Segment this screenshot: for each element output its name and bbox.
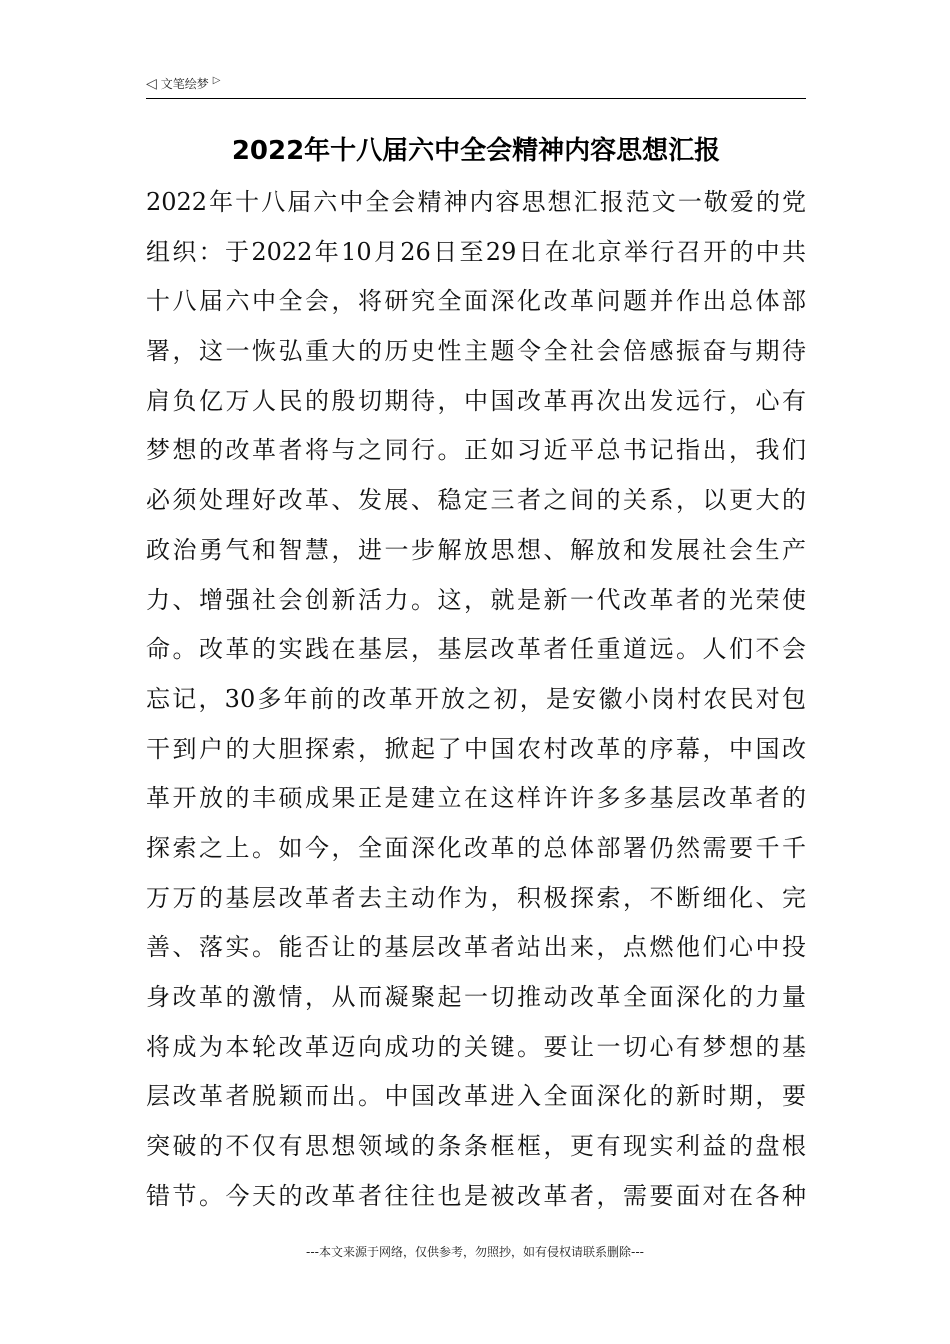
body-line: 探索之上。如今，全面深化改革的总体部署仍然需要千千 (146, 833, 806, 862)
body-line: 革开放的丰硕成果正是建立在这样许许多多基层改革者的 (146, 784, 806, 813)
body-line: 万万的基层改革者去主动作为，积极探索，不断细化、完 (146, 883, 806, 912)
body-line: 2022年十八届六中全会精神内容思想汇报范文一敬爱的党 (146, 188, 806, 216)
body-line: 干到户的大胆探索，掀起了中国农村改革的序幕，中国改 (146, 734, 806, 763)
body-line: 必须处理好改革、发展、稳定三者之间的关系，以更大的 (146, 486, 806, 515)
body-line: 善、落实。能否让的基层改革者站出来，点燃他们心中投 (146, 933, 806, 962)
body-line: 命。改革的实践在基层，基层改革者任重道远。人们不会 (146, 635, 806, 664)
document-body (146, 178, 806, 1221)
header-content (146, 74, 221, 94)
body-line: 组织：于2022年10月26日至29日在北京举行召开的中共 (146, 237, 806, 266)
body-line: 政治勇气和智慧，进一步解放思想、解放和发展社会生产 (146, 535, 806, 564)
right-triangle-icon: ▷ (212, 75, 221, 86)
body-line: 梦想的改革者将与之同行。正如习近平总书记指出，我们 (146, 436, 806, 465)
page-header (146, 74, 806, 99)
body-line: 力、增强社会创新活力。这，就是新一代改革者的光荣使 (146, 585, 806, 614)
document-title: 2022年十八届六中全会精神内容思想汇报 (231, 136, 721, 166)
body-line: 署，这一恢弘重大的历史性主题令全社会倍感振奋与期待 (146, 337, 806, 366)
body-line: 突破的不仅有思想领域的条条框框，更有现实利益的盘根 (146, 1132, 806, 1161)
header-label: 文笔绘梦 (160, 77, 209, 91)
body-line: 十八届六中全会，将研究全面深化改革问题并作出总体部 (146, 287, 806, 316)
body-line: 肩负亿万人民的殷切期待，中国改革再次出发远行，心有 (146, 386, 806, 415)
page-footer: ---本文来源于网络，仅供参考，勿照抄，如有侵权请联系删除--- (306, 1245, 644, 1259)
body-line: 忘记，30多年前的改革开放之初，是安徽小岗村农民对包 (146, 684, 806, 713)
body-line: 错节。今天的改革者往往也是被改革者，需要面对在各种 (146, 1181, 806, 1210)
left-triangle-icon: ◁ (146, 76, 157, 92)
body-line: 将成为本轮改革迈向成功的关键。要让一切心有梦想的基 (146, 1032, 806, 1061)
body-line: 层改革者脱颖而出。中国改革进入全面深化的新时期，要 (146, 1082, 806, 1111)
body-line: 身改革的激情，从而凝聚起一切推动改革全面深化的力量 (146, 983, 806, 1011)
